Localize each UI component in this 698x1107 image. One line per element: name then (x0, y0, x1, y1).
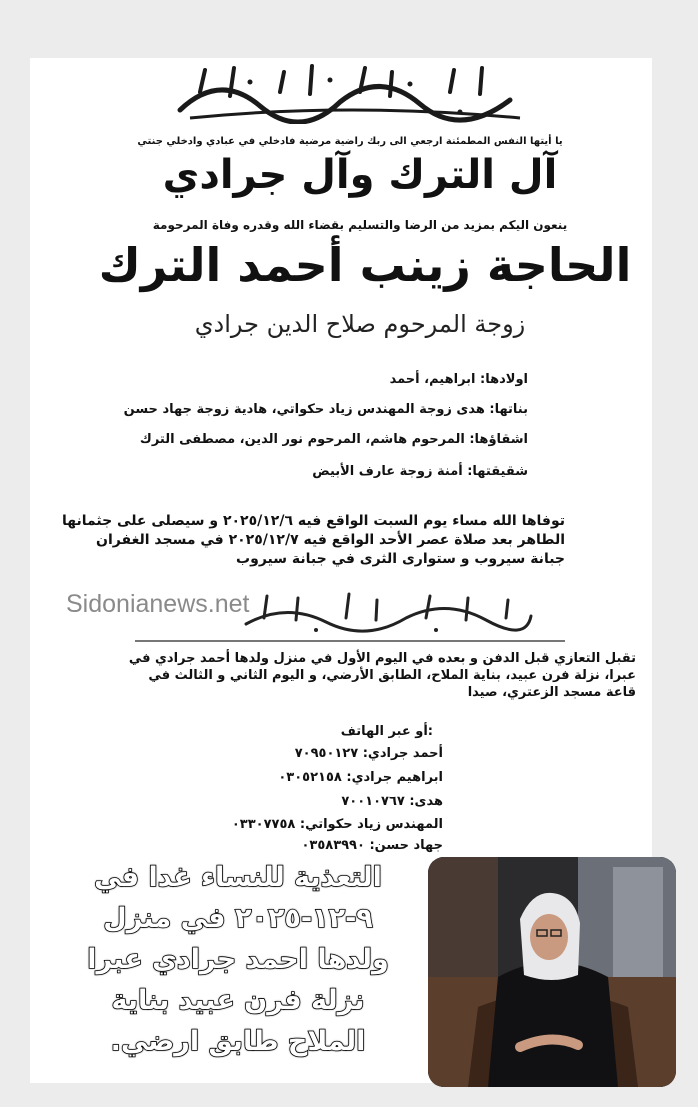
phone-entry: أحمد جرادي: ٧٠٩٥٠١٢٧ (294, 746, 443, 761)
relatives-sister: شقيقتها: أمنة زوجة عارف الأبيض (312, 464, 528, 479)
overlay-line: الملاح طابق ارضي. (110, 1026, 366, 1057)
phone-entry: هدى: ٧٠٠١٠٧٦٧ (341, 794, 443, 809)
overlay-line: ٩-١٢-٢٠٢٥ في منزل (103, 903, 373, 934)
death-notice-line: توفاها الله مساء يوم السبت الواقع فيه ٢٠٢٥/١٢/٦ و سيصلى على جثمانها (61, 513, 565, 529)
phone-entry: ابراهيم جرادي: ٠٣٠٥٢١٥٨ (278, 770, 443, 785)
condolences-line: تقبل التعازي قبل الدفن و بعده في اليوم الأول في منزل ولدها أحمد جرادي في (128, 651, 636, 666)
section-divider (135, 640, 565, 642)
deceased-photo (428, 857, 676, 1087)
death-notice-line: جبانة سيروب و ستوارى الثرى في جبانة سيروب (236, 551, 565, 567)
inna-lillah-calligraphy (236, 588, 536, 634)
relatives-daughters: بناتها: هدى زوجة المهندس زياد حكواتي، هادية زوجة جهاد حسن (123, 402, 528, 417)
overlay-line: نزلة فرن عبيد بناية (111, 985, 365, 1016)
condolences-line: قاعة مسجد الزعتري، صيدا (467, 685, 636, 700)
portrait-illustration (428, 857, 676, 1087)
spouse-line: زوجة المرحوم صلاح الدين جرادي (194, 310, 526, 338)
phone-entry: جهاد حسن: ٠٣٥٨٣٩٩٠ (301, 838, 443, 853)
mourning-line: ينعون اليكم بمزيد من الرضا والتسليم بقضاء الله وقدره وفاة المرحومة (152, 218, 568, 232)
site-watermark: Sidonianews.net (66, 590, 250, 618)
phone-heading: :أو عبر الهاتف (340, 724, 433, 739)
condolences-line: عبرا، نزلة فرن عبيد، بناية الملاح، الطابق الأرضي، و اليوم الثاني و الثالث في (148, 668, 636, 683)
death-notice-line: الطاهر بعد صلاة عصر الأحد الواقع فيه ٢٠٢٥/١٢/٧ في مسجد الغفران (96, 532, 565, 548)
phone-entry: المهندس زياد حكواتي: ٠٣٣٠٧٧٥٨ (231, 817, 443, 832)
relatives-sons: اولادها: ابراهيم، أحمد (389, 372, 528, 387)
calligraphy-header (160, 62, 540, 124)
family-names: آل الترك وآل جرادي (162, 152, 558, 198)
condolences-text (66, 650, 636, 701)
overlay-line: ولدها احمد جرادي عبرا (87, 944, 389, 975)
quran-verse: يا أيتها النفس المطمئنة ارجعي الى ربك راضية مرضية فادخلي في عبادي وادخلي جنتي (137, 136, 563, 147)
relatives-brothers: اشقاؤها: المرحوم هاشم، المرحوم نور الدين، مصطفى الترك (139, 432, 528, 447)
deceased-name: الحاجة زينب أحمد الترك (98, 238, 632, 292)
condolence-overlay-text (48, 857, 428, 1062)
overlay-line: التعذية للنساء غدا في (94, 862, 382, 893)
